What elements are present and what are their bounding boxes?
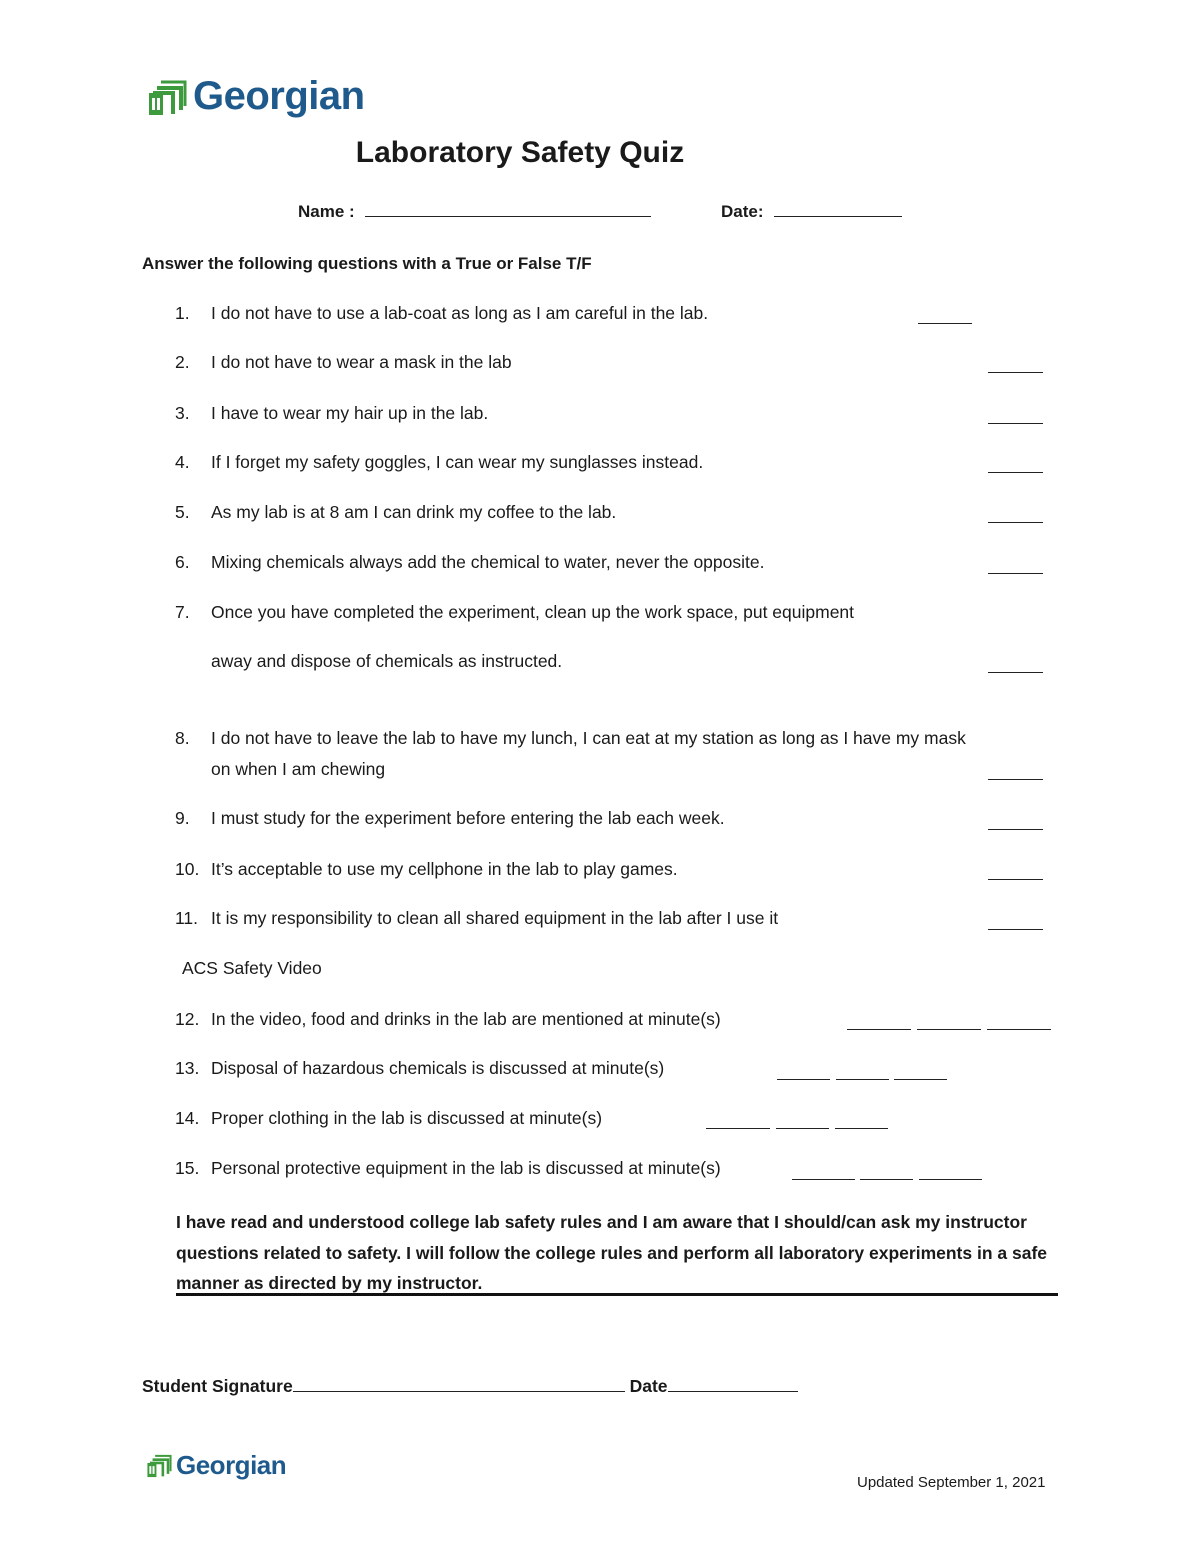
date-field[interactable] <box>721 202 902 222</box>
minute-blank-12c[interactable] <box>987 1028 1051 1030</box>
question-7: 7. Once you have completed the experiment, clean up the work space, put equipment <box>175 602 855 622</box>
question-2: 2. I do not have to wear a mask in the lab <box>175 352 512 372</box>
minute-blank-14c[interactable] <box>835 1127 888 1129</box>
signature-label: Student Signature <box>142 1376 293 1396</box>
name-label: Name : <box>298 202 355 221</box>
answer-blank-10[interactable] <box>988 878 1043 880</box>
signature-date-label: Date <box>629 1376 668 1396</box>
question-8: 8. I do not have to leave the lab to have my lunch, I can eat at my station as long as I have my mask <box>175 728 966 748</box>
date-blank[interactable] <box>774 216 902 217</box>
question-1: 1. I do not have to use a lab-coat as long as I am careful in the lab. <box>175 303 709 323</box>
answer-blank-7[interactable] <box>988 671 1043 673</box>
question-8-continued: on when I am chewing <box>211 759 386 779</box>
question-11: 11. It is my responsibility to clean all shared equipment in the lab after I use it <box>175 908 779 928</box>
georgian-leaf-icon <box>147 76 187 118</box>
question-3: 3. I have to wear my hair up in the lab. <box>175 403 489 423</box>
question-9: 9. I must study for the experiment before entering the lab each week. <box>175 808 725 828</box>
georgian-leaf-icon <box>146 1452 172 1479</box>
footer-georgian-logo <box>146 1450 286 1481</box>
question-10: 10. It’s acceptable to use my cellphone in the lab to play games. <box>175 859 678 879</box>
logo-wordmark: Georgian <box>193 74 365 118</box>
minute-blank-13b[interactable] <box>836 1078 889 1080</box>
answer-blank-3[interactable] <box>988 422 1043 424</box>
minute-blank-15c[interactable] <box>919 1178 982 1180</box>
question-15: 15. Personal protective equipment in the lab is discussed at minute(s) <box>175 1158 721 1178</box>
question-13: 13. Disposal of hazardous chemicals is discussed at minute(s) <box>175 1058 665 1078</box>
answer-blank-6[interactable] <box>988 572 1043 574</box>
video-section-label: ACS Safety Video <box>182 958 322 978</box>
answer-blank-1[interactable] <box>918 322 972 324</box>
answer-blank-11[interactable] <box>988 928 1043 930</box>
footer-logo-wordmark: Georgian <box>176 1450 287 1480</box>
signature-date-blank[interactable] <box>668 1391 798 1392</box>
question-14: 14. Proper clothing in the lab is discussed at minute(s) <box>175 1108 603 1128</box>
signature-row <box>142 1376 798 1397</box>
minute-blank-15a[interactable] <box>792 1178 855 1180</box>
updated-date: Updated September 1, 2021 <box>857 1474 1046 1491</box>
instructions: Answer the following questions with a True or False T/F <box>142 254 592 273</box>
question-12: 12. In the video, food and drinks in the lab are mentioned at minute(s) <box>175 1009 721 1029</box>
signature-blank[interactable] <box>293 1391 625 1392</box>
name-field[interactable] <box>298 202 651 222</box>
answer-blank-5[interactable] <box>988 521 1043 523</box>
question-4: 4. If I forget my safety goggles, I can wear my sunglasses instead. <box>175 452 704 472</box>
minute-blank-12b[interactable] <box>917 1028 981 1030</box>
divider-rule <box>176 1293 1058 1296</box>
question-5: 5. As my lab is at 8 am I can drink my coffee to the lab. <box>175 502 617 522</box>
minute-blank-14b[interactable] <box>776 1127 829 1129</box>
question-6: 6. Mixing chemicals always add the chemical to water, never the opposite. <box>175 552 765 572</box>
answer-blank-8[interactable] <box>988 778 1043 780</box>
georgian-logo <box>147 74 365 119</box>
question-7-continued: away and dispose of chemicals as instructed. <box>211 651 563 671</box>
acknowledgement-statement: I have read and understood college lab safety rules and I am aware that I should/can ask my instructor questions related to safety. I will follow the college rules and perform all laboratory experiments in a safe manner as directed by my instructor. <box>176 1212 1048 1293</box>
answer-blank-2[interactable] <box>988 371 1043 373</box>
answer-blank-4[interactable] <box>988 471 1043 473</box>
minute-blank-13a[interactable] <box>777 1078 830 1080</box>
name-blank[interactable] <box>365 216 651 217</box>
answer-blank-9[interactable] <box>988 828 1043 830</box>
date-label: Date: <box>721 202 764 221</box>
minute-blank-14a[interactable] <box>706 1127 770 1129</box>
page-title: Laboratory Safety Quiz <box>355 136 685 169</box>
minute-blank-12a[interactable] <box>847 1028 911 1030</box>
minute-blank-13c[interactable] <box>894 1078 947 1080</box>
minute-blank-15b[interactable] <box>860 1178 913 1180</box>
